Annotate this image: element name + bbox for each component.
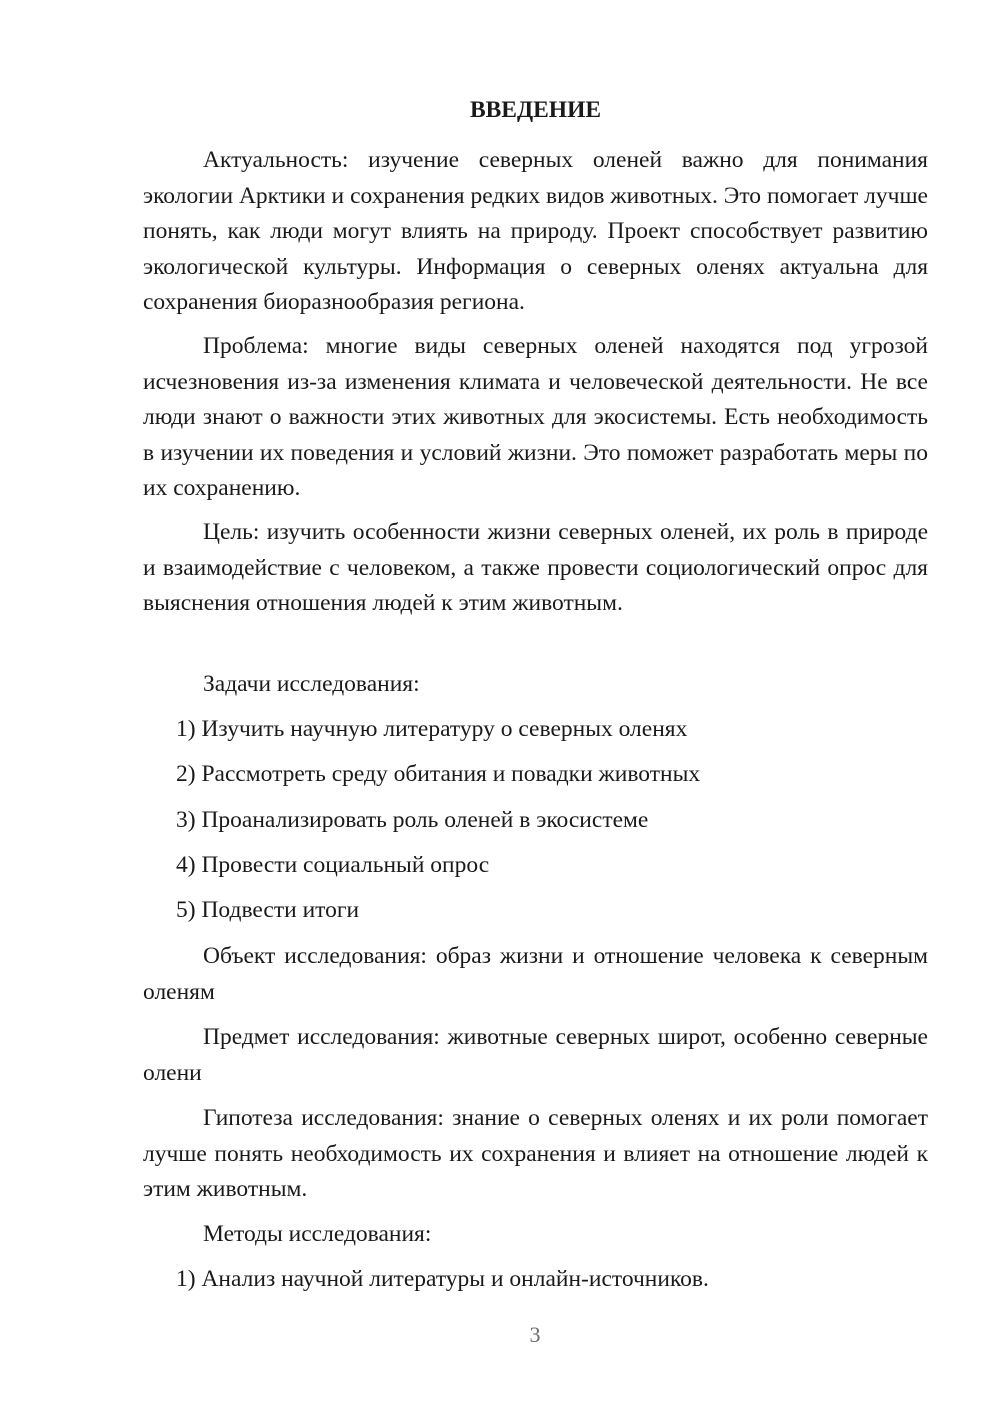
list-item: 2) Рассмотреть среду обитания и повадки животных <box>176 761 701 787</box>
paragraph-object: Объект исследования: образ жизни и отношение человека к северным оленям <box>143 943 928 1005</box>
list-item: 5) Подвести итоги <box>176 897 360 923</box>
tasks-heading: Задачи исследования: <box>203 671 420 697</box>
paragraph-relevance: Актуальность: изучение северных оленей важно для понимания экологии Арктики и сохранения редких видов животных. Это помогает лучше понять, как люди могут влиять на природу. Проект способствует развитию экологической культуры. Информация о северных оленях актуальна для сохранения биоразнообразия региона. <box>143 147 928 315</box>
paragraph-goal: Цель: изучить особенности жизни северных оленей, их роль в природе и взаимодействие с человеком, а также провести социологический опрос для выяснения отношения людей к этим животным. <box>143 519 928 616</box>
list-item: 4) Провести социальный опрос <box>176 852 490 878</box>
page-number: 3 <box>529 1322 541 1347</box>
methods-heading: Методы исследования: <box>203 1221 432 1247</box>
list-item: 1) Изучить научную литературу о северных оленях <box>176 716 688 742</box>
paragraph-hypothesis: Гипотеза исследования: знание о северных оленях и их роли помогает лучше понять необходимость их сохранения и влияет на отношение людей к этим животным. <box>143 1105 928 1202</box>
page-title: ВВЕДЕНИЕ <box>469 97 602 123</box>
list-item: 1) Анализ научной литературы и онлайн-источников. <box>176 1266 709 1292</box>
list-item: 3) Проанализировать роль оленей в экосистеме <box>176 807 649 833</box>
paragraph-problem: Проблема: многие виды северных оленей находятся под угрозой исчезновения из-за изменения климата и человеческой деятельности. Не все люди знают о важности этих животных для экосистемы. Есть необходимость в изучении их поведения и условий жизни. Это поможет разработать меры по их сохранению. <box>143 333 928 501</box>
paragraph-subject: Предмет исследования: животные северных широт, особенно северные олени <box>143 1024 928 1086</box>
